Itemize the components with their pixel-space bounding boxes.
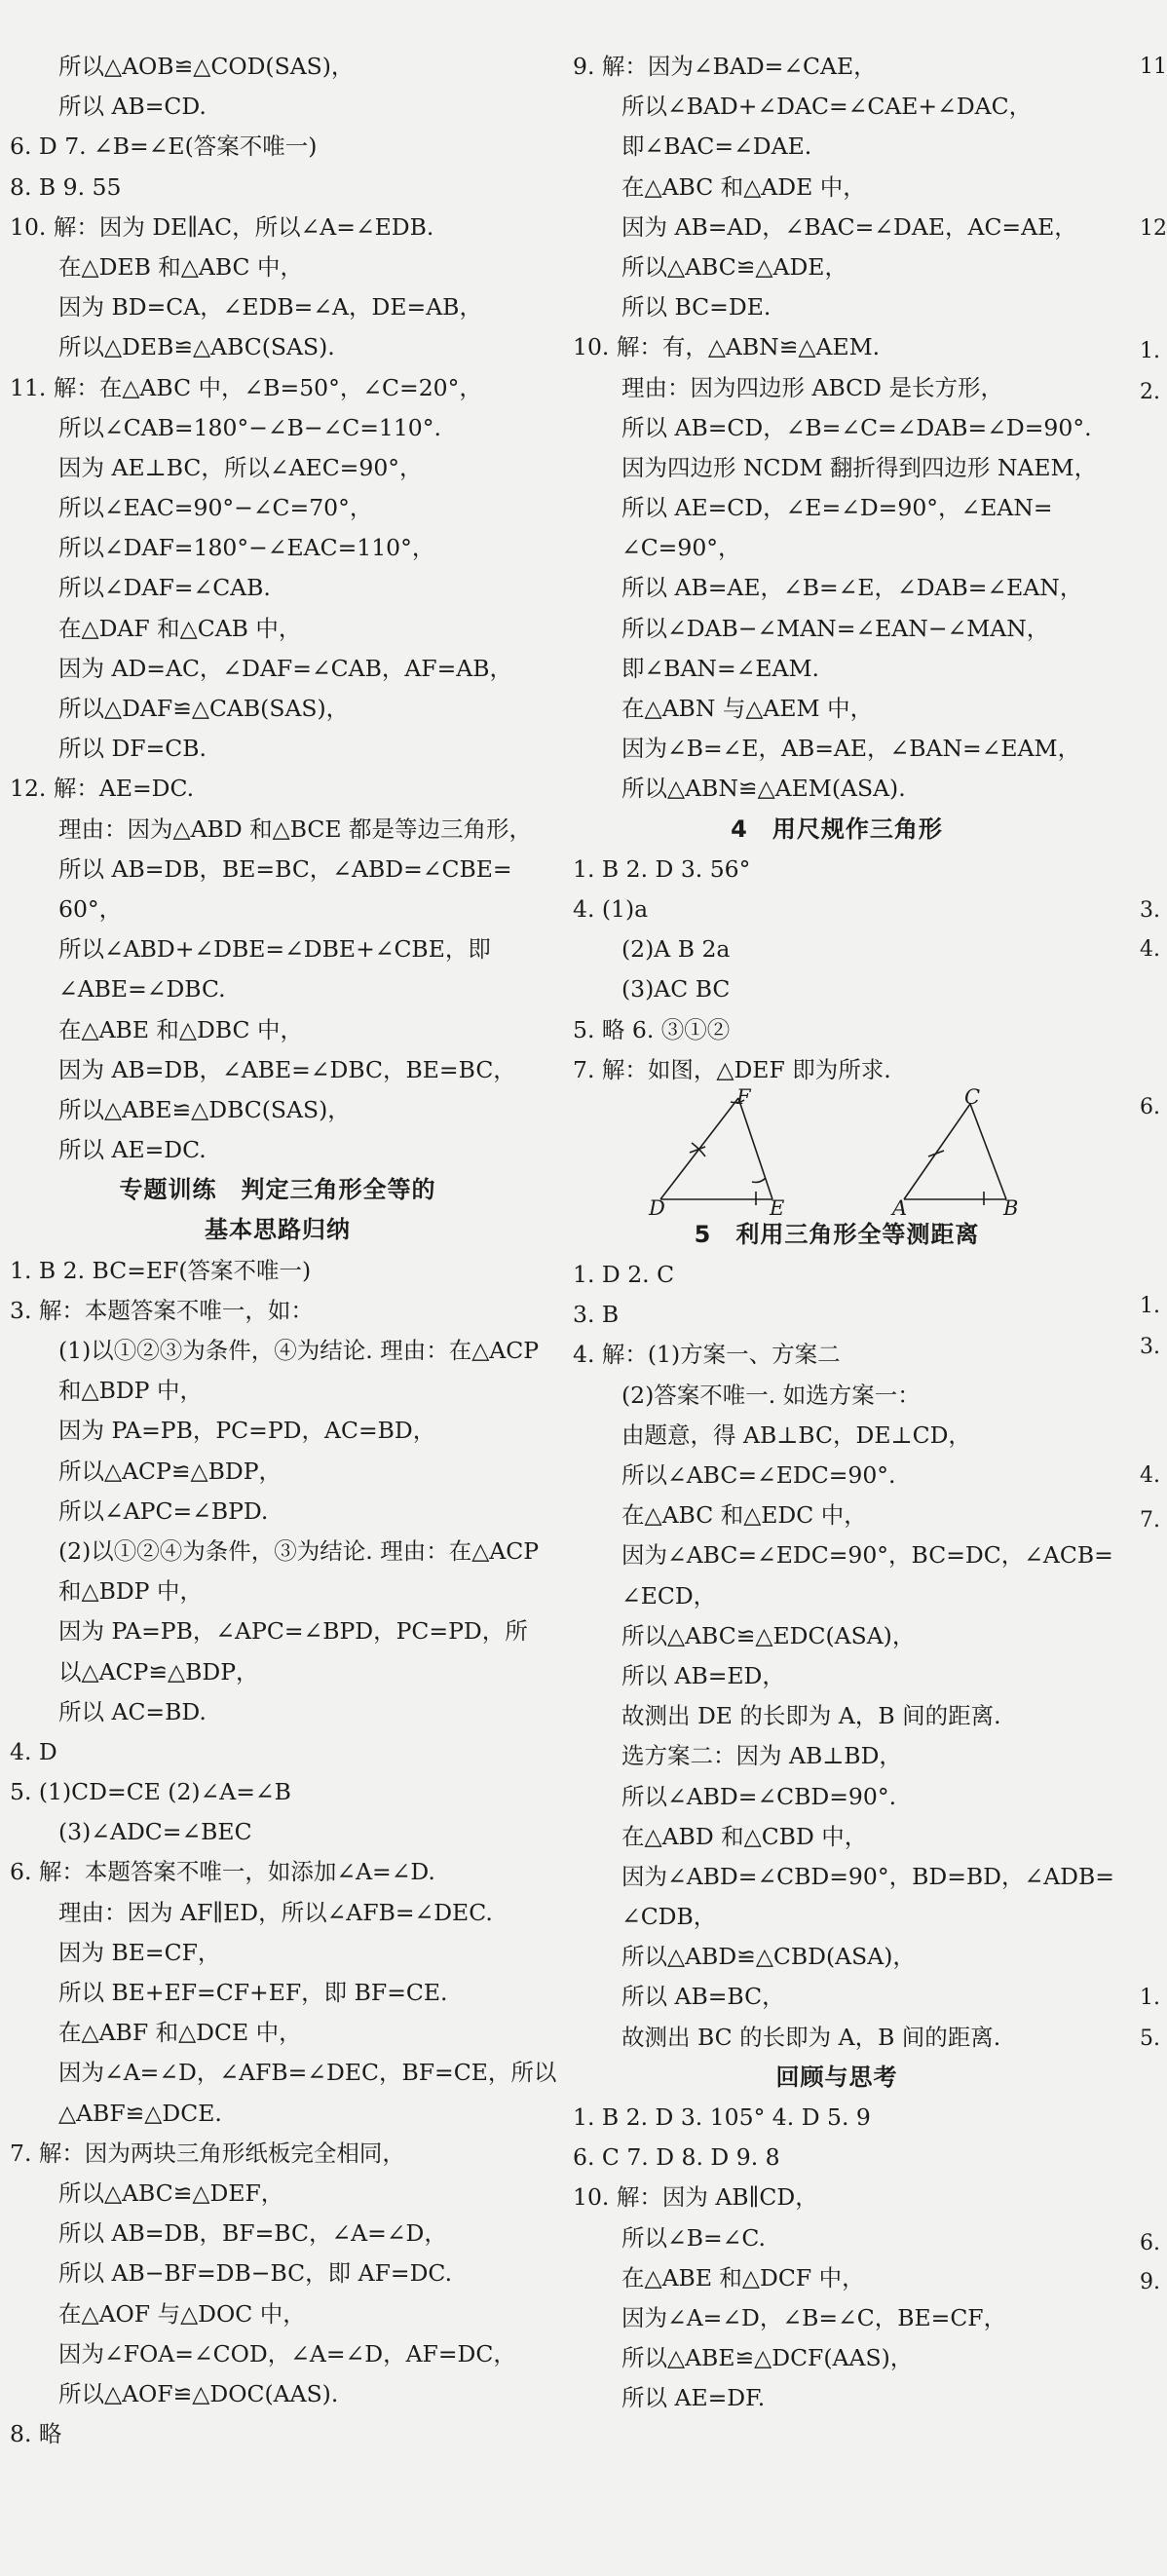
answer-line: 所以△ACP≌△BDP， (58, 1457, 282, 1485)
answer-line: 60°， (58, 894, 123, 923)
answer-line: 所以∠DAF=∠CAB. (58, 574, 271, 602)
edge-item-number: 5. (1140, 2027, 1160, 2051)
answer-line: 所以 AC=BD. (58, 1697, 207, 1725)
answer-line: 10. 解：有，△ABN≌△AEM. (573, 333, 881, 361)
answer-line: 因为∠A=∠D，∠AFB=∠DEC，BF=CE，所以 (58, 2059, 557, 2087)
answer-line: 所以 AE=DC. (58, 1136, 207, 1164)
answer-line: 和△BDP 中， (58, 1577, 203, 1606)
answer-line: (3)AC BC (621, 975, 731, 1004)
answer-line: 因为 AD=AC，∠DAF=∠CAB，AF=AB， (58, 654, 513, 682)
answer-line: 6. C 7. D 8. D 9. 8 (573, 2143, 780, 2172)
answer-line: 所以△ABE≌△DCF(AAS)， (621, 2344, 914, 2372)
figure (563, 1084, 1111, 1220)
edge-item-number: 9. (1140, 2270, 1160, 2294)
answer-line: 因为∠FOA=∠COD，∠A=∠D，AF=DC， (58, 2339, 516, 2368)
answer-line: 所以 BC=DE. (621, 293, 772, 322)
answer-line: 所以∠DAB−∠MAN=∠EAN−∠MAN， (621, 614, 1050, 642)
answer-line: 所以 AB=DB，BE=BC，∠ABD=∠CBE= (58, 854, 512, 883)
answer-line: 所以∠B=∠C. (621, 2223, 766, 2252)
label-d: D (649, 1195, 665, 1220)
answer-line: (3)∠ADC=∠BEC (58, 1818, 252, 1846)
answer-line: 所以∠CAB=180°−∠B−∠C=110°. (58, 413, 441, 441)
answer-line: 因为∠ABC=∠EDC=90°，BC=DC，∠ACB= (621, 1541, 1113, 1570)
answer-line: (2)以①②④为条件，③为结论. 理由：在△ACP (58, 1536, 540, 1565)
answer-line: 因为 AB=AD，∠BAC=∠DAE，AC=AE， (621, 212, 1077, 241)
section-heading: 4 用尺规作三角形 (731, 814, 943, 843)
answer-line: 故测出 DE 的长即为 A，B 间的距离. (621, 1702, 1001, 1730)
label-a: A (892, 1195, 908, 1220)
answer-line: 12. 解：AE=DC. (10, 775, 195, 803)
answer-line: 所以△ABE≌△DBC(SAS)， (58, 1095, 351, 1123)
answer-line: 所以 DF=CB. (58, 735, 207, 763)
answer-line: 所以△DEB≌△ABC(SAS). (58, 333, 335, 361)
answer-line: 1. B 2. BC=EF(答案不唯一) (10, 1256, 312, 1284)
answer-line: 故测出 BC 的长即为 A，B 间的距离. (621, 2023, 1001, 2051)
edge-item-number: 3. (1140, 1335, 1160, 1359)
answer-line: 7. 解：因为两块三角形纸板完全相同， (10, 2139, 405, 2167)
answer-line: 在△DEB 和△ABC 中， (58, 252, 304, 281)
answer-line: 因为∠B=∠E，AB=AE，∠BAN=∠EAM， (621, 735, 1081, 763)
answer-line: 因为 BD=CA，∠EDB=∠A，DE=AB， (58, 293, 482, 322)
edge-item-number: 7. (1140, 1508, 1160, 1533)
edge-item-number: 1. (1140, 1986, 1160, 2010)
answer-line: 理由：因为 AF∥ED，所以∠AFB=∠DEC. (58, 1898, 493, 1926)
answer-line: 所以△ABC≌△DEF， (58, 2178, 284, 2207)
answer-line: 所以∠DAF=180°−∠EAC=110°， (58, 534, 435, 562)
answer-line: 所以△ABD≌△CBD(ASA)， (621, 1943, 916, 1971)
answer-line: 以△ACP≌△BDP， (58, 1657, 259, 1686)
answer-line: 10. 解：因为 DE∥AC，所以∠A=∠EDB. (10, 212, 434, 241)
answer-column-right (563, 47, 1114, 2419)
answer-line: 即∠BAN=∠EAM. (621, 654, 820, 682)
answer-line: 在△ABD 和△CBD 中， (621, 1822, 868, 1850)
answer-line: 4. 解：(1)方案一、方案二 (573, 1341, 841, 1369)
answer-line: 在△ABF 和△DCE 中， (58, 2019, 302, 2047)
edge-item-number: 11 (1140, 55, 1167, 79)
answer-line: ∠ECD， (621, 1581, 717, 1610)
edge-item-number: 4. (1140, 937, 1160, 962)
answer-line: 因为四边形 NCDM 翻折得到四边形 NAEM， (621, 453, 1098, 481)
tick-mark (928, 1151, 944, 1156)
answer-line: 因为 PA=PB，∠APC=∠BPD，PC=PD，所 (58, 1617, 528, 1646)
answer-line: ∠CDB， (621, 1903, 717, 1931)
answer-line: 所以△AOB≌△COD(SAS)， (58, 53, 355, 80)
answer-line: 所以 AB=ED， (621, 1661, 785, 1689)
triangle-construction-figure (563, 1084, 1019, 1220)
answer-line: 1. B 2. D 3. 56° (573, 854, 751, 883)
answer-line: 10. 解：因为 AB∥CD， (573, 2183, 818, 2212)
answer-line: △ABF≌△DCE. (58, 2099, 222, 2127)
answer-line: 所以△ABC≌△ADE， (621, 252, 847, 281)
edge-item-number: 2. (1140, 380, 1160, 404)
answer-line: 所以∠APC=∠BPD. (58, 1496, 269, 1525)
answer-line: 11. 解：在△ABC 中，∠B=50°，∠C=20°， (10, 373, 482, 401)
section-heading: 回顾与思考 (775, 2063, 898, 2091)
answer-line: 8. B 9. 55 (10, 172, 122, 201)
answer-line: 所以 AB=DB，BF=BC，∠A=∠D， (58, 2219, 447, 2248)
answer-line: 因为 BE=CF， (58, 1938, 221, 1966)
arc-mark (752, 1178, 766, 1183)
answer-line: 6. D 7. ∠B=∠E(答案不唯一) (10, 133, 318, 161)
label-c: C (964, 1084, 981, 1109)
answer-line: 在△ABE 和△DCF 中， (621, 2263, 865, 2292)
answer-line: 1. D 2. C (573, 1261, 675, 1289)
answer-line: 所以 AE=DF. (621, 2384, 766, 2412)
answer-line: (1)以①②③为条件，④为结论. 理由：在△ACP (58, 1337, 540, 1364)
answer-line: 所以△ABN≌△AEM(ASA). (621, 775, 906, 803)
answer-line: 因为 AE⊥BC，所以∠AEC=90°， (58, 453, 423, 481)
answer-line: 1. B 2. D 3. 105° 4. D 5. 9 (573, 2103, 871, 2131)
answer-line: (2)答案不唯一. 如选方案一： (621, 1381, 921, 1409)
segment-ac (904, 1104, 970, 1199)
answer-line: 5. (1)CD=CE (2)∠A=∠B (10, 1778, 291, 1806)
edge-item-number: 3. (1140, 898, 1160, 923)
answer-line: 在△DAF 和△CAB 中， (58, 614, 302, 642)
answer-line: 7. 解：如图，△DEF 即为所求. (573, 1055, 891, 1083)
answer-line: 8. 略 (10, 2420, 62, 2448)
answer-column-left (0, 47, 555, 2454)
section-heading: 5 利用三角形全等测距离 (694, 1220, 980, 1248)
answer-line: ∠C=90°， (621, 534, 741, 562)
segment-ef (738, 1098, 772, 1199)
answer-line: 4. D (10, 1737, 57, 1765)
edge-item-number: 1. (1140, 1294, 1160, 1318)
edge-item-number: 4. (1140, 1463, 1160, 1488)
answer-line: 所以 AB=CD，∠B=∠C=∠DAB=∠D=90°. (621, 413, 1092, 441)
answer-line: 5. 略 6. ③①② (573, 1015, 731, 1043)
answer-line: 所以∠ABD=∠CBD=90°. (621, 1782, 897, 1810)
answer-line: (2)A B 2a (621, 935, 731, 964)
answer-line: 在△ABC 和△ADE 中， (621, 172, 866, 201)
edge-item-number: 12 (1140, 216, 1167, 241)
answer-line: 选方案二：因为 AB⊥BD， (621, 1742, 902, 1770)
answer-line: 在△ABC 和△EDC 中， (621, 1501, 867, 1530)
answer-line: 在△AOF 与△DOC 中， (58, 2299, 306, 2328)
answer-line: 因为 PA=PB，PC=PD，AC=BD， (58, 1417, 436, 1445)
answer-line: 由题意，得 AB⊥BC，DE⊥CD， (621, 1421, 971, 1449)
next-page-edge (1132, 0, 1167, 2576)
answer-line: 所以 AB=AE，∠B=∠E，∠DAB=∠EAN， (621, 574, 1083, 602)
answer-line: 所以 AE=CD，∠E=∠D=90°，∠EAN= (621, 494, 1053, 522)
answer-line: 所以△DAF≌△CAB(SAS)， (58, 695, 350, 722)
answer-line: ∠ABE=∠DBC. (58, 975, 226, 1004)
label-b: B (1003, 1195, 1019, 1220)
section-heading: 基本思路归纳 (205, 1216, 351, 1244)
answer-line: 3. 解：本题答案不唯一，如： (10, 1296, 314, 1324)
segment-bc (970, 1104, 1006, 1199)
answer-line: 所以△ABC≌△EDC(ASA)， (621, 1621, 916, 1649)
answer-line: 在△ABE 和△DBC 中， (58, 1015, 304, 1043)
answer-line: 4. (1)a (573, 894, 649, 923)
answer-line: 所以 AB=CD. (58, 93, 207, 121)
answer-line: 所以∠ABD+∠DBE=∠DBE+∠CBE，即 (58, 935, 491, 964)
answer-line: 和△BDP 中， (58, 1377, 203, 1405)
label-e: E (770, 1195, 785, 1220)
answer-line: 因为 AB=DB，∠ABE=∠DBC，BE=BC， (58, 1055, 516, 1083)
answer-line: 所以∠EAC=90°−∠C=70°， (58, 494, 373, 522)
answer-line: 所以 AB−BF=DB−BC，即 AF=DC. (58, 2259, 453, 2288)
answer-line: 所以∠BAD+∠DAC=∠CAE+∠DAC， (621, 93, 1033, 121)
answer-line: 9. 解：因为∠BAD=∠CAE， (573, 53, 877, 80)
section-heading: 专题训练 判定三角形全等的 (119, 1176, 436, 1204)
edge-item-number: 6. (1140, 1095, 1160, 1119)
answer-line: 理由：因为四边形 ABCD 是长方形， (621, 373, 1003, 401)
answer-line: 所以∠ABC=∠EDC=90°. (621, 1461, 896, 1489)
answer-line: 即∠BAC=∠DAE. (621, 133, 812, 161)
answer-line: 理由：因为△ABD 和△BCE 都是等边三角形， (58, 814, 533, 843)
edge-item-number: 6. (1140, 2231, 1160, 2255)
edge-item-number: 1. (1140, 339, 1160, 363)
answer-line: 3. B (573, 1301, 620, 1329)
answer-line: 所以△AOF≌△DOC(AAS). (58, 2379, 339, 2407)
answer-line: 在△ABN 与△AEM 中， (621, 695, 874, 722)
answer-line: 6. 解：本题答案不唯一，如添加∠A=∠D. (10, 1858, 435, 1886)
answer-line: 所以 BE+EF=CF+EF，即 BF=CE. (58, 1979, 448, 2006)
answer-line: 因为∠ABD=∠CBD=90°，BD=BD，∠ADB= (621, 1862, 1114, 1890)
answer-line: 因为∠A=∠D，∠B=∠C，BE=CF， (621, 2303, 1007, 2331)
answer-line: 所以 AB=BC， (621, 1983, 785, 2011)
label-f: F (736, 1084, 751, 1109)
